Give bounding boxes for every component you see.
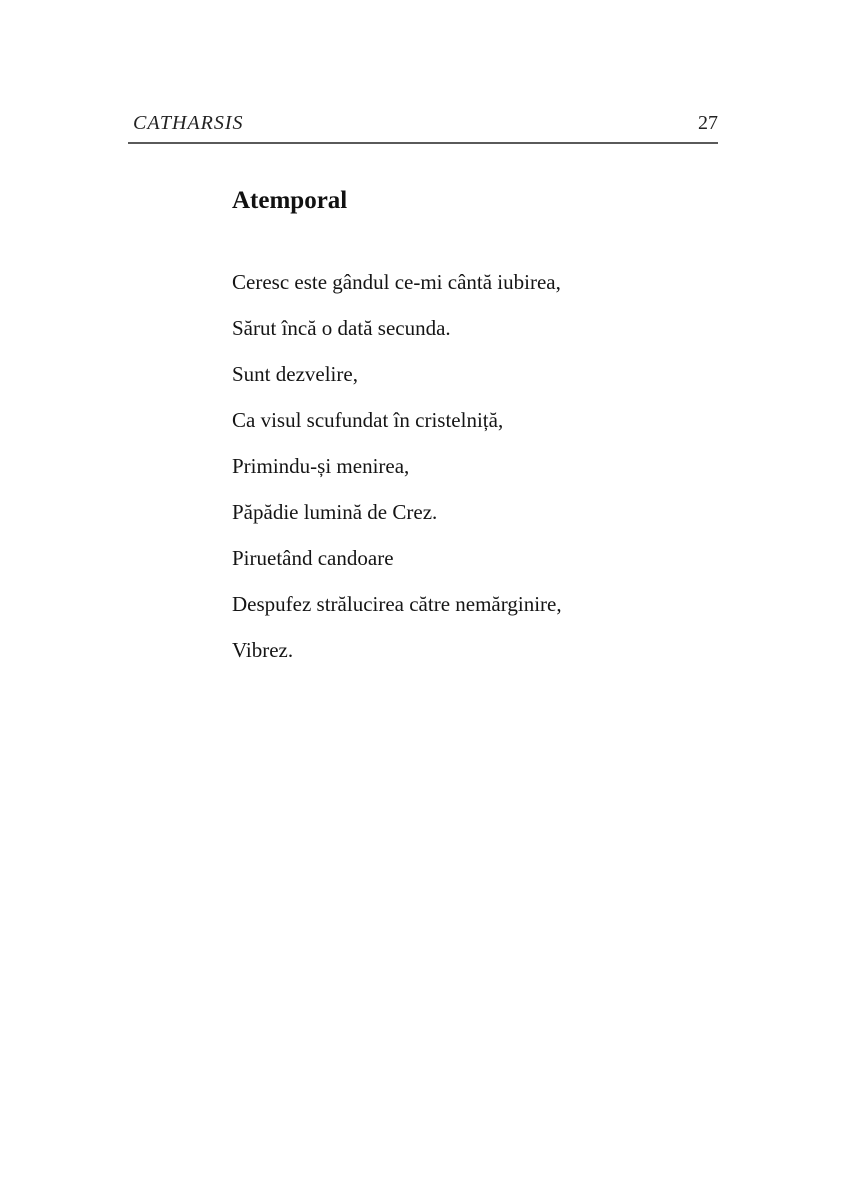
poem-line: Sunt dezvelire, — [232, 362, 358, 386]
poem-line: Vibrez. — [232, 638, 294, 662]
running-header-book-title: CATHARSIS — [133, 112, 244, 134]
running-header — [128, 112, 718, 144]
poem-line: Ceresc este gândul ce-mi cântă iubirea, — [232, 270, 561, 294]
poem-line: Piruetând candoare — [232, 546, 394, 570]
page-number: 27 — [698, 112, 718, 134]
poem-line: Sărut încă o dată secunda. — [232, 316, 451, 340]
poem-body — [232, 259, 712, 673]
poem-title: Atemporal — [232, 186, 348, 214]
poem-line: Ca visul scufundat în cristelniță, — [232, 408, 504, 432]
poem-line: Primindu-și menirea, — [232, 454, 410, 478]
poem-line: Despufez strălucirea către nemărginire, — [232, 592, 562, 616]
poem-line: Păpădie lumină de Crez. — [232, 500, 438, 524]
